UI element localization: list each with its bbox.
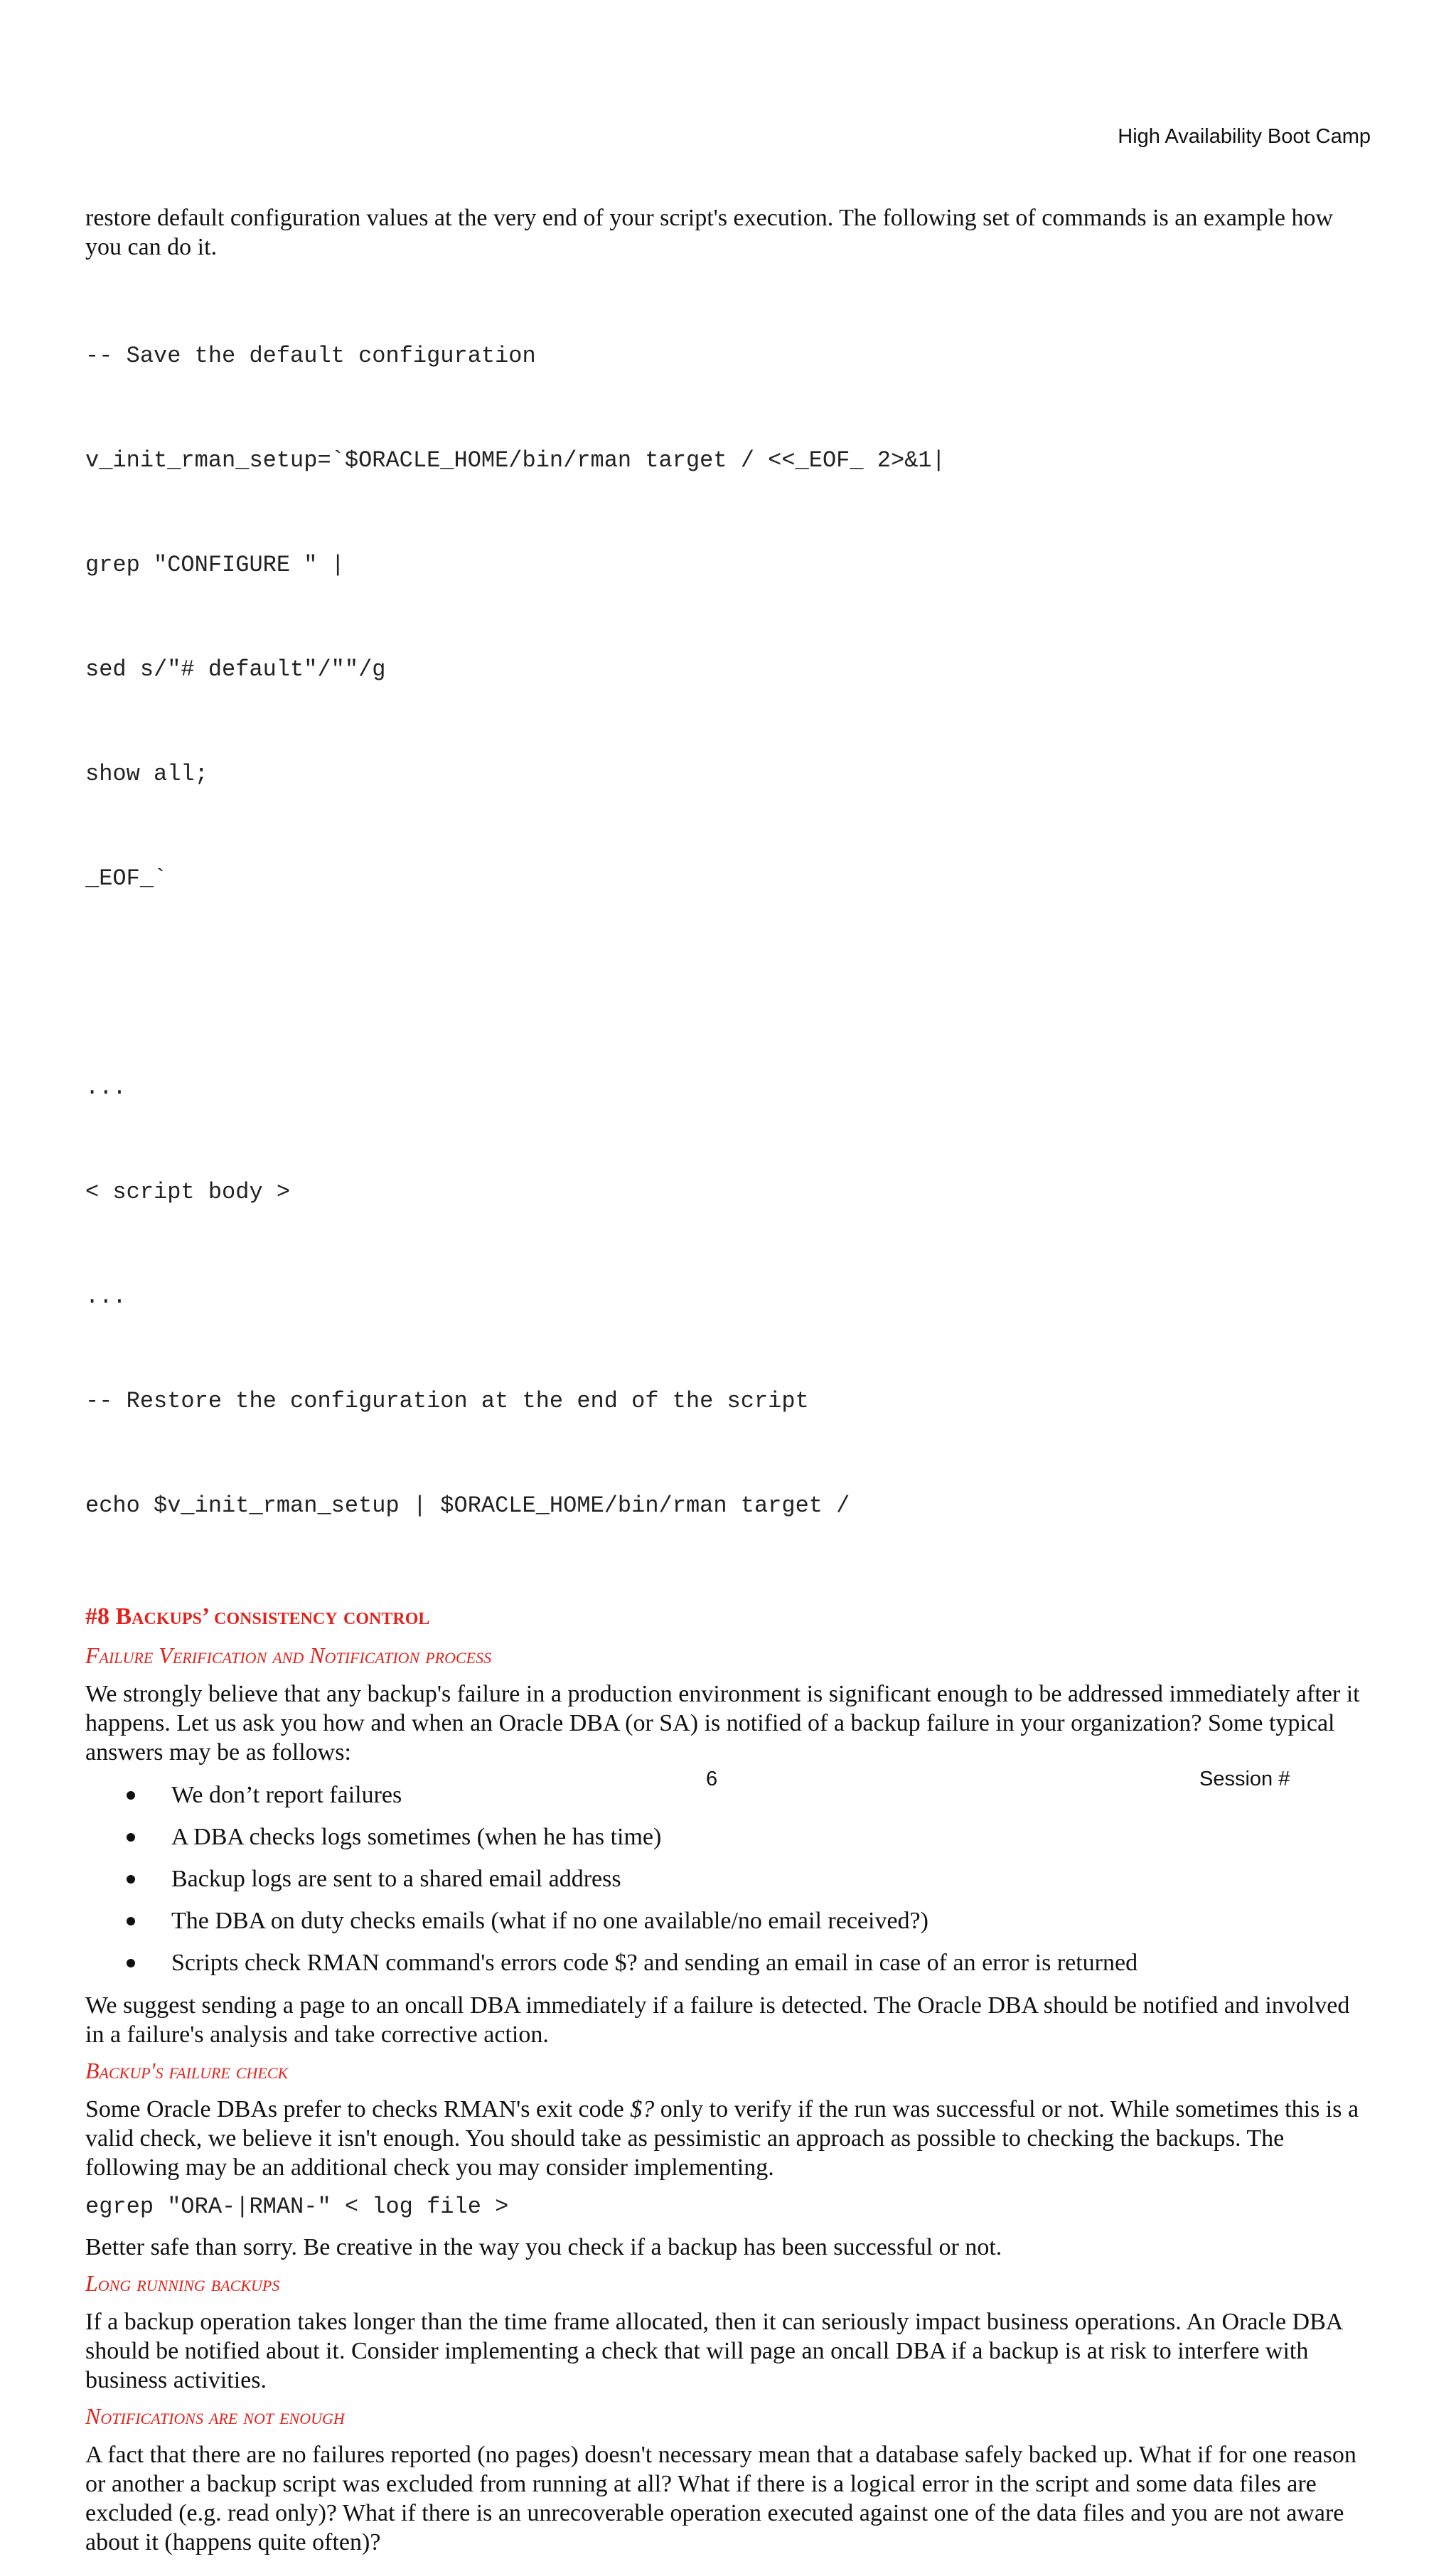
check-text-b: only to verify if the run was successful or not. While sometimes this is a valid check, we believe it isn't enough. You should take as pessimistic an approach as possible to checking the backups. The following may be an additional check you may consider implementing. (85, 2096, 1359, 2181)
check-paragraph (85, 2095, 1365, 2182)
code-line (85, 966, 1365, 1000)
code-line: < script body > (85, 1179, 291, 1205)
intro-paragraph: restore default configuration values at the very end of your script's execution. The following set of commands is an example how you can do it. (85, 205, 1334, 260)
safe-paragraph: Better safe than sorry. Be creative in the way you check if a backup has been successful or not. (85, 2234, 1002, 2260)
bullet-icon (127, 1959, 135, 1967)
list-item (85, 1900, 1365, 1942)
document-body (85, 203, 1365, 2564)
code-egrep: egrep "ORA-|RMAN-" < log file > (85, 2194, 509, 2220)
bullet-icon (127, 1833, 135, 1842)
code-line: -- Save the default configuration (85, 343, 536, 369)
failure-paragraph: We strongly believe that any backup's failure in a production environment is significant enough to be addressed immediately after it happens. Let us ask you how and when an Oracle DBA (or SA) is notified of a backup failure in your organization? Some typical answers may be as follows: (85, 1681, 1360, 1766)
session-label: Session # (1199, 1768, 1290, 1790)
subsection-heading-long: Long running backups (85, 2270, 280, 2296)
page-number: 6 (706, 1768, 718, 1790)
bullet-icon (127, 1791, 135, 1800)
bullet-icon (127, 1875, 135, 1884)
list-item (85, 1942, 1365, 1984)
code-line: grep "CONFIGURE " | (85, 552, 345, 578)
suggestion-paragraph: We suggest sending a page to an oncall DBA immediately if a failure is detected. The Oracle DBA should be notified and involved in a failure's analysis and take corrective action. (85, 1992, 1350, 2048)
code-line: v_init_rman_setup=`$ORACLE_HOME/bin/rman target / <<_EOF_ 2>&1| (85, 447, 946, 474)
section-heading: #8 Backups’ consistency control (85, 1603, 430, 1630)
list-item-text: Backup logs are sent to a shared email address (171, 1866, 621, 1892)
subsection-heading-failure: Failure Verification and Notification process (85, 1642, 492, 1668)
code-line: _EOF_` (85, 865, 168, 892)
long-paragraph: If a backup operation takes longer than the time frame allocated, then it can seriously impact business operations. An Oracle DBA should be notified about it. Consider implementing a check that will page an oncall DBA if a backup is at risk to interfere with business activities. (85, 2309, 1342, 2393)
page-header: High Availability Boot Camp (1118, 125, 1371, 148)
code-line: echo $v_init_rman_setup | $ORACLE_HOME/bin/rman target / (85, 1492, 850, 1519)
bullet-icon (127, 1917, 135, 1925)
list-item-text: Scripts check RMAN command's errors code $? and sending an email in case of an error is returned (171, 1950, 1138, 1976)
code-line: ... (85, 1074, 127, 1101)
subsection-heading-check: Backup's failure check (85, 2058, 289, 2083)
list-item (85, 1816, 1365, 1858)
code-line: sed s/"# default"/""/g (85, 656, 386, 683)
code-line: ... (85, 1283, 127, 1310)
list-item-text: A DBA checks logs sometimes (when he has time) (171, 1824, 662, 1850)
code-block-config (85, 269, 1365, 1593)
code-line: -- Restore the configuration at the end of the script (85, 1388, 809, 1414)
list-item-text: We don’t report failures (171, 1782, 402, 1808)
list-item-text: The DBA on duty checks emails (what if no one available/no email received?) (171, 1908, 928, 1934)
notif-paragraph: A fact that there are no failures reported (no pages) doesn't necessary mean that a database safely backed up. What if for one reason or another a backup script was excluded from running at all? What if there is a logical error in the script and some data files are excluded (e.g. read only)? What if there is an unrecoverable operation executed against one of the data files and you are not aware about it (happens quite often)? (85, 2442, 1356, 2555)
check-text-a: Some Oracle DBAs prefer to checks RMAN's exit code (85, 2096, 631, 2122)
bullet-list (85, 1774, 1365, 1984)
code-line: show all; (85, 761, 208, 787)
list-item (85, 1858, 1365, 1900)
exit-code-ref: $? (630, 2096, 655, 2122)
list-item (85, 1774, 1365, 1816)
subsection-heading-notif: Notifications are not enough (85, 2403, 345, 2429)
